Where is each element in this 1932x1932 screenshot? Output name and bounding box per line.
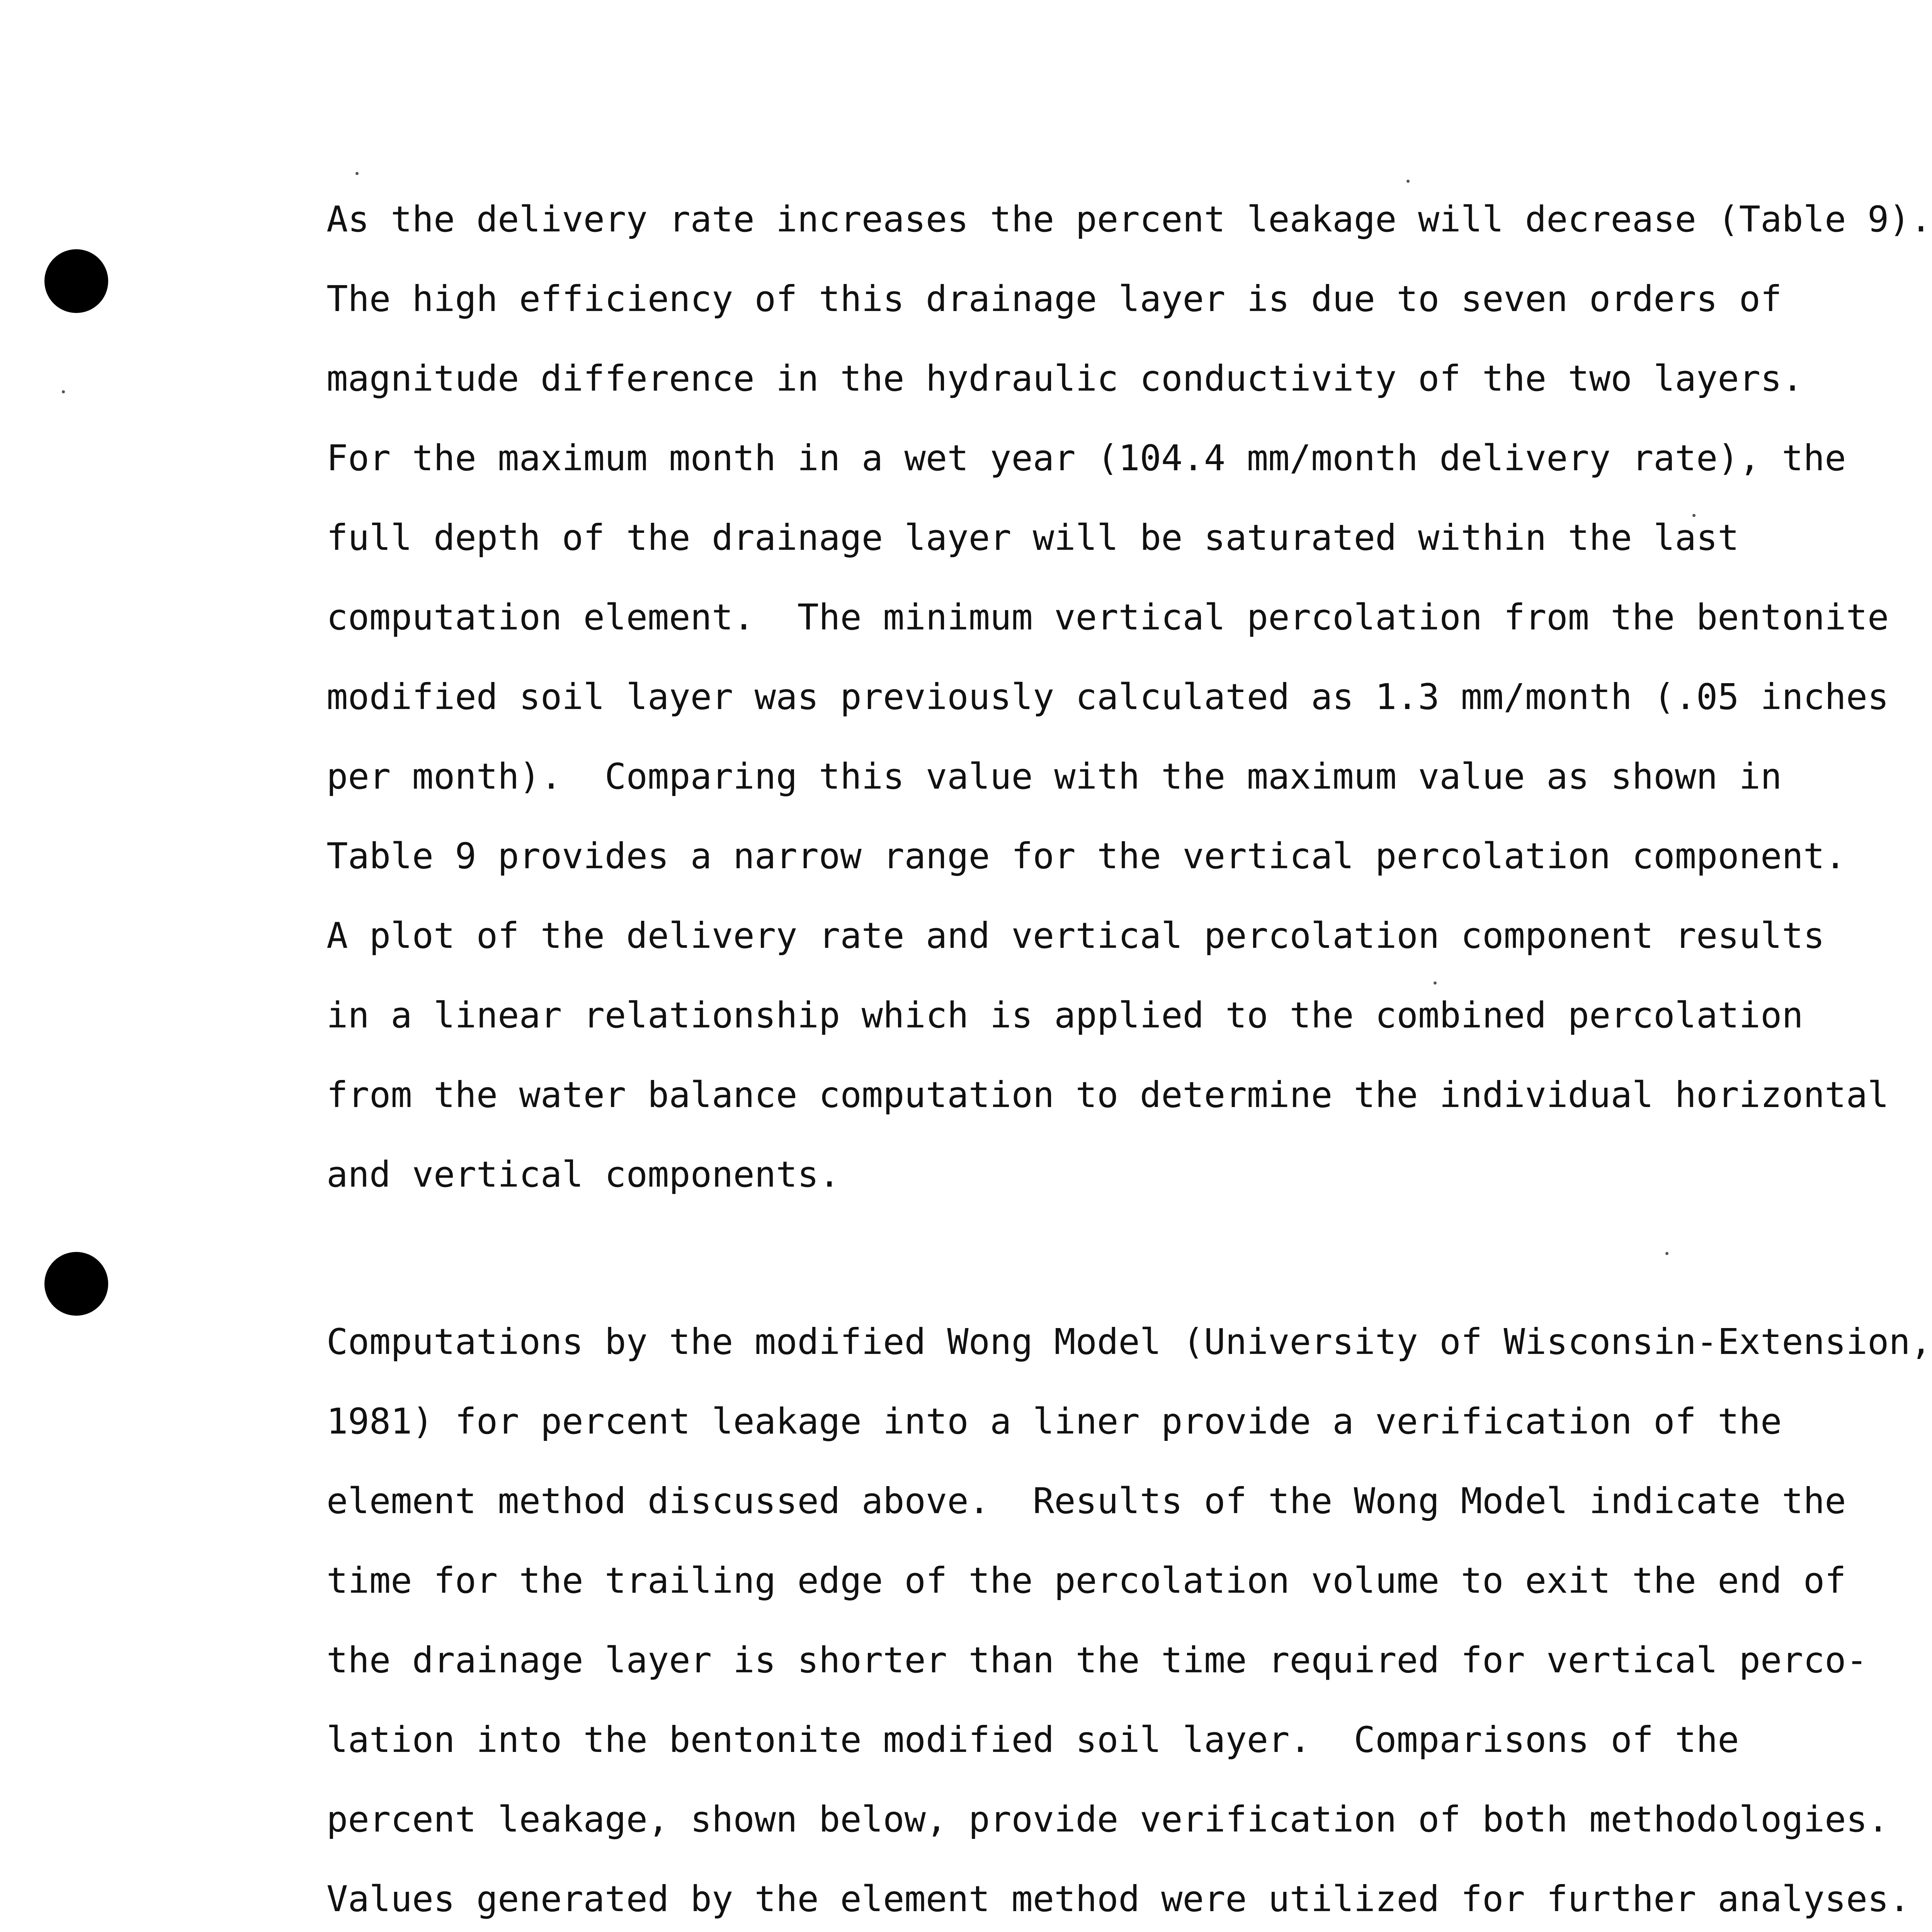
text-line: A plot of the delivery rate and vertical percolation component results [327, 915, 1825, 956]
text-line: 1981) for percent leakage into a liner provide a verification of the [327, 1401, 1782, 1442]
text-line: element method discussed above. Results of the Wong Model indicate the [327, 1480, 1846, 1522]
punch-hole-top [44, 249, 108, 313]
text-line: full depth of the drainage layer will be saturated within the last [327, 517, 1739, 558]
text-line: The high efficiency of this drainage layer is due to seven orders of [327, 278, 1782, 320]
text-line: For the maximum month in a wet year (104.4 mm/month delivery rate), the [327, 437, 1846, 479]
text-line: the drainage layer is shorter than the time required for vertical perco- [327, 1639, 1867, 1681]
punch-hole-middle [44, 1252, 108, 1316]
scan-speck [62, 390, 65, 393]
text-line: lation into the bentonite modified soil layer. Comparisons of the [327, 1719, 1739, 1760]
paragraph-2 [327, 1302, 1932, 1932]
text-line: in a linear relationship which is applied to the combined percolation [327, 995, 1803, 1036]
scan-speck [355, 172, 359, 175]
text-line: As the delivery rate increases the percent leakage will decrease (Table 9). [327, 199, 1932, 240]
text-line: Table 9 provides a narrow range for the vertical percolation component. [327, 835, 1846, 877]
text-line: magnitude difference in the hydraulic conductivity of the two layers. [327, 358, 1803, 399]
text-line: Values generated by the element method were utilized for further analyses. [327, 1878, 1910, 1920]
text-line: modified soil layer was previously calculated as 1.3 mm/month (.05 inches [327, 676, 1889, 718]
scan-speck [1665, 1252, 1668, 1255]
text-line: Computations by the modified Wong Model (University of Wisconsin-Extension, [327, 1321, 1932, 1362]
text-line: from the water balance computation to determine the individual horizontal [327, 1074, 1889, 1116]
text-line: and vertical components. [327, 1154, 840, 1195]
paragraph-1 [327, 180, 1932, 1214]
text-line: percent leakage, shown below, provide verification of both methodologies. [327, 1799, 1889, 1840]
text-line: time for the trailing edge of the percolation volume to exit the end of [327, 1560, 1846, 1601]
text-line: per month). Comparing this value with the maximum value as shown in [327, 756, 1782, 797]
text-line: computation element. The minimum vertical percolation from the bentonite [327, 597, 1889, 638]
